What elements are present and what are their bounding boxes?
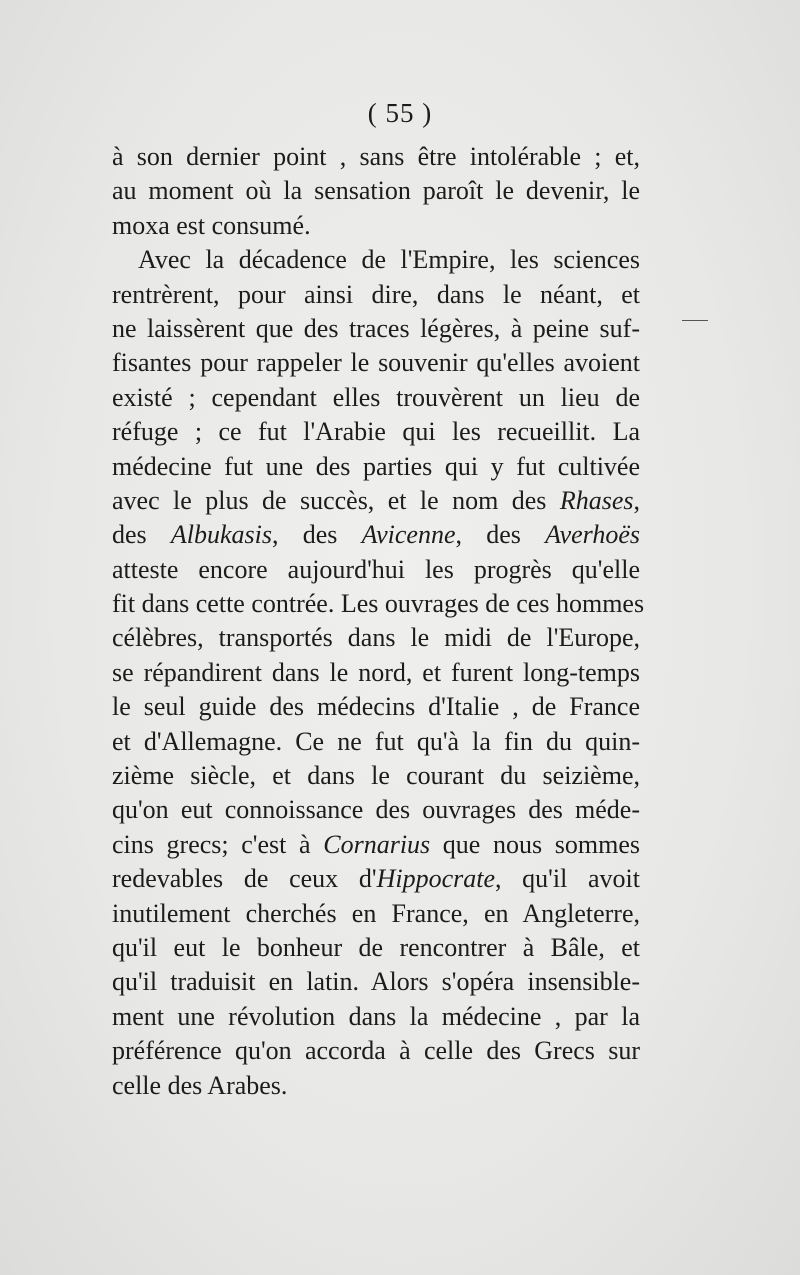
text-run: et d'Allemagne. Ce ne fut qu'à la fin du quin- bbox=[112, 726, 640, 756]
text-run: avec le plus de succès, et le nom des bbox=[112, 485, 560, 515]
text-run: , qu'il avoit bbox=[494, 864, 640, 894]
body-text bbox=[112, 140, 645, 1103]
text-run: au moment où la sensation paroît le devenir, le bbox=[112, 176, 640, 206]
text-line bbox=[112, 243, 640, 277]
text-run: le seul guide des médecins d'Italie , de France bbox=[112, 692, 640, 722]
page-number: ( 55 ) bbox=[367, 98, 433, 128]
text-run: qu'il eut le bonheur de rencontrer à Bâle, et bbox=[112, 932, 640, 962]
text-run: se répandirent dans le nord, et furent long-temps bbox=[112, 657, 640, 687]
text-run: qu'il traduisit en latin. Alors s'opéra insensible- bbox=[112, 967, 640, 997]
text-line bbox=[112, 828, 640, 862]
text-line bbox=[112, 897, 640, 931]
text-run: rentrèrent, pour ainsi dire, dans le néant, et bbox=[112, 279, 640, 309]
text-line bbox=[112, 209, 640, 243]
text-line bbox=[112, 965, 640, 999]
text-line bbox=[112, 1000, 640, 1034]
text-run: des bbox=[112, 520, 171, 550]
text-line bbox=[112, 415, 640, 449]
text-line bbox=[112, 793, 640, 827]
italic-name: Avicenne bbox=[361, 520, 456, 550]
text-run: zième siècle, et dans le courant du seizième, bbox=[112, 761, 640, 791]
text-line bbox=[112, 346, 640, 380]
text-line bbox=[112, 312, 640, 346]
text-run: qu'on eut connoissance des ouvrages des méde- bbox=[112, 795, 640, 825]
margin-mark bbox=[682, 320, 708, 321]
italic-name: Averhoës bbox=[545, 520, 640, 550]
text-line bbox=[112, 759, 640, 793]
italic-name: Hippocrate bbox=[376, 864, 495, 894]
text-run: moxa est consumé. bbox=[112, 210, 311, 240]
italic-name: Albukasis bbox=[170, 520, 273, 550]
text-run: atteste encore aujourd'hui les progrès qu'elle bbox=[112, 554, 640, 584]
text-line bbox=[112, 553, 640, 587]
text-run: à son dernier point , sans être intolérable ; et, bbox=[112, 142, 640, 171]
text-run: , des bbox=[272, 520, 362, 550]
text-run: redevables de ceux d' bbox=[112, 864, 377, 894]
text-run: Avec la décadence de l'Empire, les sciences bbox=[138, 245, 640, 275]
text-line bbox=[112, 656, 640, 690]
text-run: réfuge ; ce fut l'Arabie qui les recueillit. La bbox=[112, 417, 640, 447]
text-line bbox=[112, 1034, 640, 1068]
text-line bbox=[112, 862, 640, 896]
text-line bbox=[112, 278, 640, 312]
text-run: , bbox=[633, 485, 640, 515]
text-line bbox=[112, 140, 640, 174]
text-line bbox=[112, 518, 640, 552]
text-line bbox=[112, 621, 640, 655]
text-line bbox=[112, 931, 640, 965]
text-run: fisantes pour rappeler le souvenir qu'elles avoient bbox=[112, 348, 640, 378]
text-line bbox=[112, 690, 640, 724]
text-run: , des bbox=[455, 520, 546, 550]
text-line bbox=[112, 174, 640, 208]
text-run: ne laissèrent que des traces légères, à peine suf- bbox=[112, 313, 640, 343]
text-line bbox=[112, 381, 640, 415]
text-run: que nous sommes bbox=[430, 829, 641, 859]
text-run: célèbres, transportés dans le midi de l'Europe, bbox=[112, 623, 640, 653]
text-run: existé ; cependant elles trouvèrent un lieu de bbox=[112, 382, 640, 412]
text-line bbox=[112, 450, 640, 484]
text-line bbox=[112, 484, 640, 518]
text-run: inutilement cherchés en France, en Angleterre, bbox=[112, 898, 640, 928]
text-run: préférence qu'on accorda à celle des Grecs sur bbox=[112, 1036, 640, 1066]
text-line bbox=[112, 587, 645, 621]
text-run: ment une révolution dans la médecine , par la bbox=[112, 1001, 640, 1031]
text-run: cins grecs; c'est à bbox=[112, 829, 324, 859]
text-run: celle des Arabes. bbox=[112, 1070, 288, 1100]
text-run: médecine fut une des parties qui y fut cultivée bbox=[112, 451, 640, 481]
text-line bbox=[112, 1069, 640, 1103]
text-line bbox=[112, 725, 640, 759]
italic-name: Rhases bbox=[559, 485, 634, 515]
italic-name: Cornarius bbox=[323, 829, 431, 859]
text-run: fit dans cette contrée. Les ouvrages de ces hommes bbox=[112, 589, 645, 619]
